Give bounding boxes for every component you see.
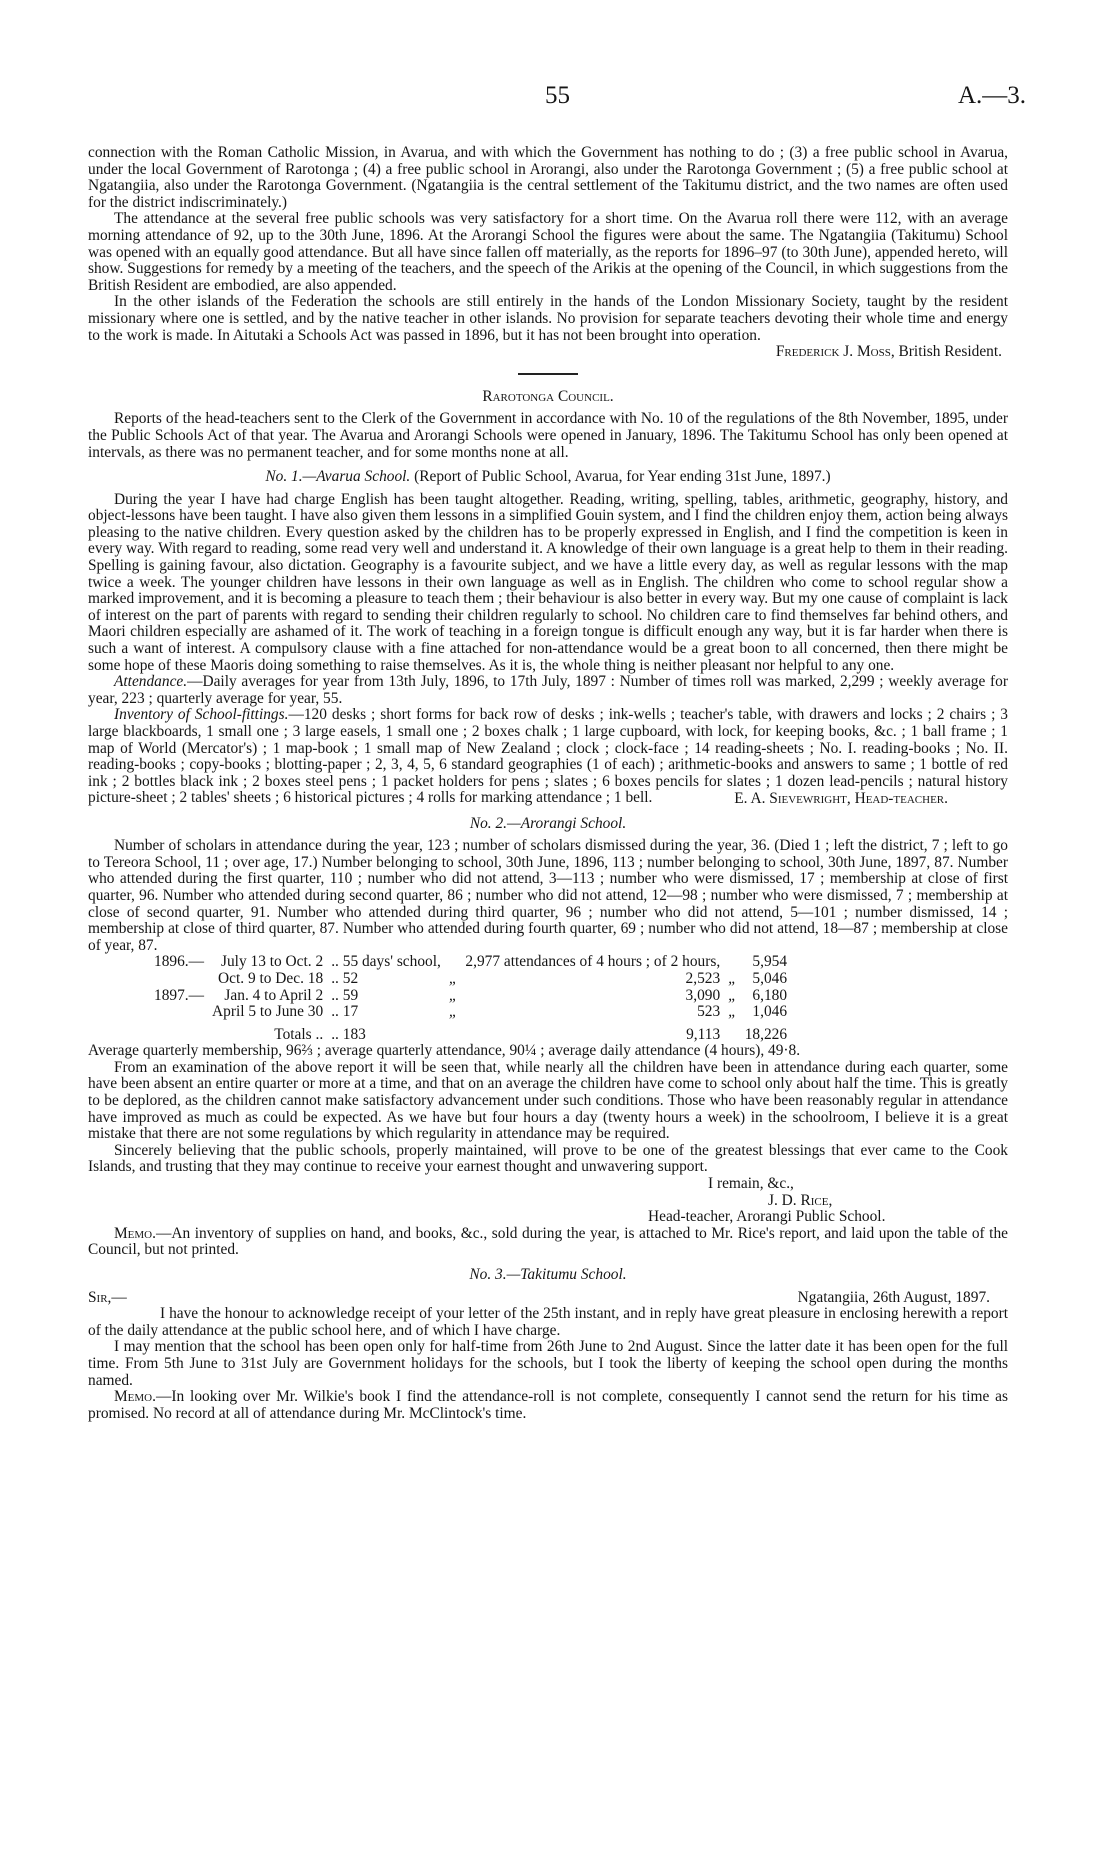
- row-ditto-1: „: [448, 1003, 458, 1021]
- closing-remain: I remain, &c.,: [708, 1175, 794, 1193]
- attendance-table-body: [150, 954, 791, 1020]
- resident-signature: [88, 344, 1008, 361]
- row-attendances: 523: [697, 1003, 721, 1021]
- attendance-totals-row: [150, 1021, 791, 1044]
- takitumu-paragraph-2: I may mention that the school has been open only for half-time from 26th June to 2nd August. Since the latter date it has been open for the full time. From 5th June to 31st July are Government holidays for the schools, but I took the liberty of keeping the school open during the months named.: [88, 1338, 1008, 1389]
- arorangi-heading-title: No. 2.—Arorangi School.: [469, 814, 627, 832]
- totals-dots: ..: [331, 1025, 339, 1043]
- row-days: [327, 971, 445, 988]
- opening-paragraph-1: connection with the Roman Catholic Mission, in Avarua, and with which the Government has nothing to do ; (3) a free public school in Avarua, under the local Government of Rarotonga ; (4) a free public school in Arorangi, also under the Rarotonga Government ; (5) a free public school at Ngatangiia, also under the Rarotonga Government. (Ngatangiia is the central settlement of the Takitumu district, and the two names are often used for the district indiscriminately.): [88, 144, 1008, 211]
- page-header: [0, 82, 1114, 118]
- row-dots: ..: [331, 969, 339, 987]
- totals-days-value: 183: [342, 1025, 366, 1043]
- opening-paragraph-3: In the other islands of the Federation the schools are still entirely in the hands of the London Missionary Society, taught by the resident missionary where one is settled, and by the native teacher in other islands. No provision for separate teachers devoting their whole time and energy to the work is made. In Aitutaki a Schools Act was passed in 1896, but it has not been brought into operation.: [88, 293, 1008, 344]
- row-ditto-1: „: [448, 986, 458, 1004]
- row-ditto-2: „: [728, 986, 737, 1004]
- row-days-value: 59: [342, 986, 359, 1004]
- avarua-report: During the year I have had charge English has been taught altogether. Reading, writing, spelling, tables, arithmetic, geography, history, and object-lessons have been taught. I have also given them lessons in a simplified Gouin system, and I find the children enjoy them, action being always pleasing to the native children. Every question asked by the children has to be properly expressed in English, and I find the competition is keen in every way. With regard to reading, some read very well and understand it. A knowledge of their own language is a great help to them in their reading. Spelling is gaining favour, also dictation. Geography is a favourite subject, and we have a little every day, as well as regular lessons with the map twice a week. The younger children have lessons in their own language as well as in English. The children who come to school regular show a marked improvement, and it is becoming a pleasure to teach them ; their behaviour is also better in every way. But my one cause of complaint is lack of interest on the part of parents with regard to sending their children regularly to school. No children care to find themselves far behind others, and Maori children especially are ashamed of it. The work of teaching in a foreign tongue is difficult enough any way, but it is far harder when there is such a want of interest. A compulsory clause with a fine attached for non-attendance would be a great boon to all concerned, then there might be some hope of these Maoris doing something to raise themselves. As it is, the whole thing is neither pleasant nor helpful to any one.: [88, 490, 1008, 674]
- arorangi-memo: [88, 1226, 1008, 1259]
- row-days: [327, 1004, 445, 1021]
- rice-name: J. D. Rice,: [768, 1191, 833, 1209]
- row-hours2: 5,046: [752, 969, 788, 987]
- row-period: April 5 to June 30: [212, 1003, 324, 1021]
- takitumu-heading: [88, 1267, 1008, 1284]
- takitumu-salutation-line: [88, 1290, 1008, 1307]
- attendance-row: [150, 988, 791, 1005]
- row-hours2: 6,180: [752, 986, 788, 1004]
- row-ditto-2: [724, 954, 741, 971]
- takitumu-memo: [88, 1389, 1008, 1422]
- row-year: 1897.—: [154, 986, 205, 1004]
- row-attendances: 3,090: [685, 986, 721, 1004]
- attendance-label: Attendance.: [114, 673, 188, 691]
- arorangi-averages: Average quarterly membership, 96⅔ ; average quarterly attendance, 90¼ ; average daily attendance (4 hours), 49·8.: [88, 1042, 801, 1060]
- row-dots: ..: [331, 1003, 339, 1021]
- attendance-table: [150, 954, 791, 1043]
- row-year: [150, 971, 208, 988]
- avarua-signature: E. A. Sievewright, Head-teacher.: [734, 789, 948, 807]
- attendance-text: —Daily averages for year from 13th July, 1896, to 17th July, 1897 : Number of times roll was marked, 2,299 ; weekly average for year, 223 ; quarterly average for year, 55.: [88, 673, 1008, 707]
- row-dots: ..: [331, 953, 339, 971]
- row-attendances: 2,523: [685, 969, 721, 987]
- inventory-label: Inventory of School-fittings.: [114, 706, 289, 724]
- totals-attendances: 9,113: [686, 1025, 721, 1043]
- row-hours2: 5,954: [752, 953, 788, 971]
- row-ditto-2: „: [728, 969, 737, 987]
- attendance-row: [150, 1004, 791, 1021]
- totals-days: [327, 1021, 445, 1044]
- resident-title: British Resident.: [898, 343, 1002, 361]
- row-ditto-1: „: [448, 969, 458, 987]
- takitumu-memo-label: Memo.: [114, 1388, 156, 1406]
- row-ditto-1: [445, 954, 462, 971]
- page-body: [88, 145, 1008, 1422]
- row-period: Jan. 4 to April 2: [224, 986, 324, 1004]
- takitumu-paragraph-1: I have the honour to acknowledge receipt of your letter of the 25th instant, and in reply have great pleasure in enclosing herewith a report of the daily attendance at the public school here, and of which I have charge.: [88, 1305, 1008, 1339]
- arorangi-heading: [88, 816, 1008, 833]
- totals-hours2: 18,226: [744, 1025, 788, 1043]
- council-intro: Reports of the head-teachers sent to the Clerk of the Government in accordance with No. 10 of the regulations of the 8th November, 1895, under the Public Schools Act of that year. The Avarua and Arorangi Schools were opened in January, 1896. The Takitumu School has only been opened at intervals, as there was no permanent teacher, and for some months none at all.: [88, 410, 1008, 461]
- row-days-value: 55 days' school,: [342, 953, 441, 971]
- memo-label: Memo.: [114, 1224, 156, 1242]
- row-dots: ..: [331, 986, 339, 1004]
- salutation: Sir,—: [88, 1288, 127, 1306]
- rice-title: Head-teacher, Arorangi Public School.: [648, 1208, 886, 1226]
- takitumu-memo-text: —In looking over Mr. Wilkie's book I find the attendance-roll is not complete, consequently I cannot send the return for his time as promised. No record at all of attendance during Mr. McClintock's time.: [88, 1388, 1008, 1422]
- avarua-heading-title: No. 1.—Avarua School.: [265, 468, 411, 486]
- row-days-value: 17: [342, 1003, 359, 1021]
- row-days: [327, 954, 445, 971]
- row-days: [327, 988, 445, 1005]
- opening-paragraph-2: The attendance at the several free public schools was very satisfactory for a short time. On the Avarua roll there were 112, with an average morning attendance of 92, up to the 30th June, 1896. At the Arorangi School the figures were about the same. The Ngatangiia (Takitumu) School was opened with an equally good attendance. But all have since fallen off materially, as the reports for 1896–97 (to 30th June), appended hereto, will show. Suggestions for remedy by a meeting of the teachers, and the speech of the Arikis at the opening of the Council, in which suggestions from the British Resident are embodied, are also appended.: [88, 210, 1008, 294]
- council-heading: Rarotonga Council.: [482, 387, 614, 405]
- totals-label: Totals ..: [274, 1025, 324, 1043]
- resident-name: Frederick J. Moss,: [775, 343, 895, 361]
- series-code: A.—3.: [958, 82, 1027, 109]
- row-hours2: 1,046: [752, 1003, 788, 1021]
- row-period: Oct. 9 to Dec. 18: [218, 969, 324, 987]
- row-attendances: 2,977 attendances of 4 hours ; of 2 hours,: [465, 953, 721, 971]
- takitumu-heading-title: No. 3.—Takitumu School.: [469, 1266, 627, 1283]
- avarua-heading-subtitle: (Report of Public School, Avarua, for Year ending 31st June, 1897.): [410, 468, 831, 486]
- row-ditto-2: „: [728, 1003, 737, 1021]
- arorangi-closing-paragraph: Sincerely believing that the public schools, properly maintained, will prove to be one of the greatest blessings that ever came to the Cook Islands, and trusting that they may continue to receive your earnest thought and unwavering support.: [88, 1141, 1008, 1176]
- page-number: 55: [545, 82, 570, 109]
- memo-text: —An inventory of supplies on hand, and books, &c., sold during the year, is attached to Mr. Rice's report, and laid upon the table of the Council, but not printed.: [88, 1224, 1008, 1259]
- place-date: Ngatangiia, 26th August, 1897.: [797, 1288, 990, 1306]
- row-year: 1896.—: [154, 953, 205, 971]
- section-divider: [518, 373, 578, 375]
- attendance-row: [150, 971, 791, 988]
- row-days-value: 52: [342, 969, 359, 987]
- avarua-attendance: [88, 674, 1008, 707]
- inventory-text: —120 desks ; short forms for back row of desks ; ink-wells ; teacher's table, with drawers and locks ; 2 chairs ; 3 large blackboards, 1 small one ; 3 large easels, 1 small one ; 2 boxes chalk ; 1 large cupboard, with lock, for keeping books, &c. ; 1 ball frame ; 1 map of World (Mercator's) ; 1 map-book ; 1 small map of New Zealand ; clock ; clock-face ; 14 reading-sheets ; No. I. reading-books ; No. II. reading-books ; copy-books ; blotting-paper ; 2, 3, 4, 5, 6 standard geographies (1 of each) ; arithmetic-books and answers to same ; 1 bottle of red ink ; 2 bottles black ink ; 2 boxes steel pens ; 1 packet holders for pens ; slates ; 6 boxes pencils for slates ; 1 dozen lead-pencils ; natural history picture-sheet ; 2 tables' sheets ; 6 historical pictures ; 4 rolls for marking attendance ; 1 bell.: [88, 706, 1008, 807]
- row-year: [150, 1004, 208, 1021]
- arorangi-report: Number of scholars in attendance during the year, 123 ; number of scholars dismissed during the year, 36. (Died 1 ; left the district, 7 ; left to go to Tereora School, 11 ; over age, 17.) Number belonging to school, 30th June, 1896, 113 ; number belonging to school, 30th June, 1897, 87. Number who attended during the first quarter, 110 ; number who did not attend, 3—113 ; number who were dismissed, 17 ; membership at close of first quarter, 96. Number who attended during second quarter, 86 ; number who did not attend, 12—98 ; number who were dismissed, 7 ; membership at close of second quarter, 91. Number who attended during third quarter, 96 ; number who did not attend, 5—101 ; number dismissed, 14 ; membership at close of third quarter, 87. Number who attended during fourth quarter, 69 ; number who did not attend, 18—87 ; membership at close of year, 87.: [88, 837, 1008, 954]
- attendance-row: [150, 954, 791, 971]
- arorangi-examination: From an examination of the above report it will be seen that, while nearly all the children have been in attendance during each quarter, some have been absent an entire quarter or more at a time, and that on an average the children have come to school only about half the time. This is greatly to be deplored, as the children cannot make satisfactory advancement under such conditions. Those who have been reasonably regular in attendance have improved as much as could be expected. As we have but four hours a day (twenty hours a week) in the schoolroom, I believe it is a great mistake that there are not some regulations by which regularity in attendance may be required.: [88, 1058, 1008, 1143]
- avarua-heading: [88, 469, 1008, 486]
- row-period: July 13 to Oct. 2: [221, 953, 324, 971]
